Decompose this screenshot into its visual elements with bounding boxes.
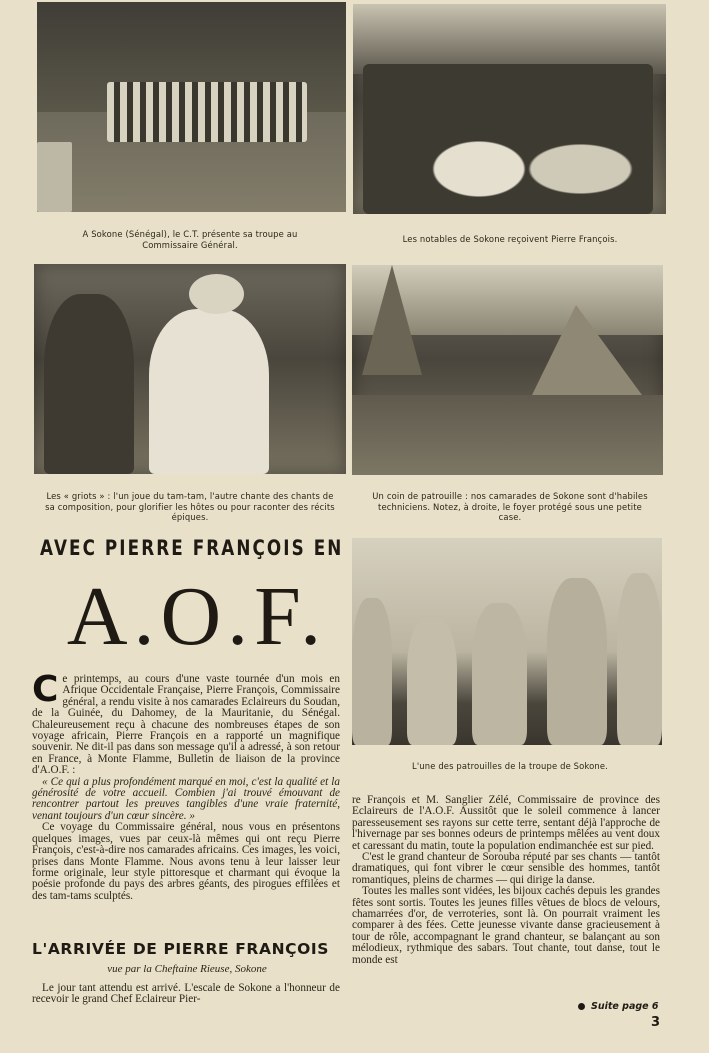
page-number: 3 — [651, 1015, 661, 1030]
intro-paragraph-1: Ce printemps, au cours d'une vaste tournée d'un mois en Afrique Occidentale Française, Pierre François, Commissaire général, a rendu visite à nos camarades Eclaireurs du Soudan, de la Guinée, du Dahomey, de la Mauritanie, du Sénégal. Chaleureusement reçu à chacune des nombreuses étapes de son voyage africain, Pierre François en a rapporté un magnifique souvenir. Ne dit-il pas dans son message qu'il a adressé, à son retour en France, à Monte Flamme, Bulletin de liaison de la province d'A.O.F. : — [32, 669, 340, 777]
caption-troop-presentation: A Sokone (Sénégal), le C.T. présente sa troupe au Commissaire Général. — [82, 229, 298, 250]
continued-link: Suite page 6 — [578, 1001, 659, 1012]
article-headline: A.O.F. — [66, 570, 328, 663]
photo-troop-presentation — [37, 2, 346, 212]
photo-notables — [353, 4, 666, 214]
photo-patrol-corner — [352, 265, 663, 475]
section-subhead: L'ARRIVÉE DE PIERRE FRANÇOIS — [32, 940, 330, 958]
article-kicker: AVEC PIERRE FRANÇOIS EN — [40, 536, 344, 560]
photo-griots — [34, 264, 346, 474]
intro-paragraph-2: Ce voyage du Commissaire général, nous vous en présentons quelques images, vues par ceux-là mêmes qui ont reçu Pierre François, c'est-à-dire nos camarades africains. Ces images, les voici, prises dans Monte Flamme. Nous avons tenu à leur laisser leur forme originale, leur style pittoresque et charmant qui évoque la poésie profonde du pays des arbres géants, des pirogues effilées et des tam-tams sculptés. — [32, 821, 340, 902]
caption-griots: Les « griots » : l'un joue du tam-tam, l'autre chante des chants de sa composition, pour glorifier les hôtes ou pour raconter des récits épiques. — [45, 491, 335, 522]
caption-patrol-corner: Un coin de patrouille : nos camarades de Sokone sont d'habiles techniciens. Notez, à droite, le foyer protégé sous une petite case. — [372, 491, 648, 522]
body-paragraph-1-start: Le jour tant attendu est arrivé. L'escale de Sokone a l'honneur de recevoir le grand Chef Eclaireur Pier- — [32, 982, 340, 1006]
article-intro-column — [32, 669, 340, 902]
body-column-right — [352, 795, 660, 966]
body-paragraph-2: C'est le grand chanteur de Sorouba réputé par ses chants — tantôt dramatiques, qui font vibrer le cœur sensible des hommes, tantôt romantiques, pleins de charmes — qui dirige la danse. — [352, 851, 660, 886]
caption-notables: Les notables de Sokone reçoivent Pierre François. — [402, 234, 618, 244]
body-paragraph-1-cont: re François et M. Sanglier Zélé, Commissaire de province des Eclaireurs de l'A.O.F. Aussitôt que le soleil commence à lancer paresseusement ses rayons sur cette terre, sentant déjà l'approche de l'hivernage par ses bonnes odeurs de printemps mêlées au vent doux et caressant du matin, toute la population endimanchée est sur pied. — [352, 794, 660, 852]
section-byline: vue par la Cheftaine Rieuse, Sokone — [107, 963, 267, 975]
commissioner-quote: « Ce qui a plus profondément marqué en moi, c'est la qualité et la générosité de votre accueil. Combien j'ai trouvé émouvant de rencontrer partout les preuves tangibles d'une vraie fraternité, venant toujours d'un cœur sincère. » — [32, 775, 340, 822]
photo-patrol-group — [352, 538, 662, 745]
body-column-left — [32, 983, 340, 1006]
bullet-icon — [578, 1003, 585, 1010]
caption-patrol-group: L'une des patrouilles de la troupe de Sokone. — [412, 761, 608, 771]
body-paragraph-3: Toutes les malles sont vidées, les bijoux cachés depuis les grandes fêtes sont sortis. Toutes les jeunes filles vêtues de blocs de velours, chamarrées d'or, de verroteries, sont là. On pourrait vraiment les comparer à des fées. Cette jeunesse vivante danse gracieusement à tour de rôle, accompagnant le grand chanteur, se balançant au son mélodieux, rythmique des sabars. Tout chante, tout danse, tout le monde est — [352, 885, 660, 966]
drop-cap: C — [32, 669, 59, 710]
